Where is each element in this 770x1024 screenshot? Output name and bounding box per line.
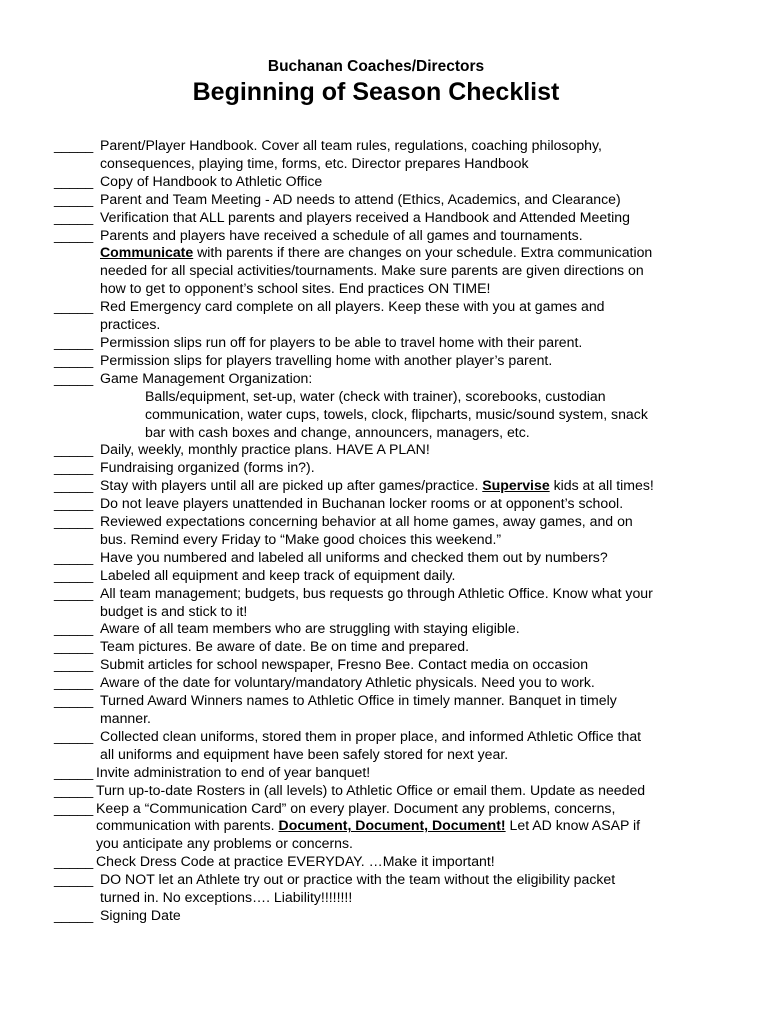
item-text: Copy of Handbook to Athletic Office — [100, 172, 323, 189]
checkbox-blank-line: _____ — [54, 459, 94, 476]
item-text-line — [100, 549, 754, 567]
item-text: Parent and Team Meeting - AD needs to attend (Ethics, Academics, and Clearance) — [100, 190, 621, 207]
item-text-line — [100, 871, 754, 889]
item-text-line — [100, 406, 754, 424]
emphasis-text: Document, Document, Document! — [278, 817, 506, 834]
item-text-line — [100, 244, 754, 262]
item-text-line — [100, 603, 754, 621]
item-text-line — [96, 764, 754, 782]
item-text: bus. Remind every Friday to “Make good choices this weekend.” — [100, 530, 502, 547]
checkbox-blank-line: _____ — [54, 351, 94, 368]
checklist-item — [54, 477, 754, 495]
item-text-line — [100, 889, 754, 907]
checkbox-blank-line: _____ — [54, 298, 94, 315]
item-text: bar with cash boxes and change, announcers, managers, etc. — [145, 423, 530, 440]
item-text-line — [100, 477, 754, 495]
item-text-line — [100, 155, 754, 173]
checklist-item — [54, 620, 754, 638]
item-text: Turn up-to-date Rosters in (all levels) to Athletic Office or email them. Update as needed — [96, 781, 646, 798]
item-text-line — [100, 441, 754, 459]
checkbox-blank-line: _____ — [54, 656, 94, 673]
checklist-item — [54, 692, 754, 728]
item-text-line — [100, 513, 754, 531]
item-text-line — [100, 459, 754, 477]
item-text: Submit articles for school newspaper, Fresno Bee. Contact media on occasion — [100, 656, 589, 673]
item-text: Keep a “Communication Card” on every player. Document any problems, concerns, — [96, 799, 616, 816]
checkbox-blank-line: _____ — [54, 692, 94, 709]
checklist-item — [54, 638, 754, 656]
checklist-item — [54, 227, 754, 299]
item-text-line — [100, 370, 754, 388]
item-text-line — [100, 656, 754, 674]
item-text-line — [96, 800, 754, 818]
checklist-item — [54, 871, 754, 907]
item-text: Red Emergency card complete on all players. Keep these with you at games and — [100, 298, 605, 315]
item-text: Parent/Player Handbook. Cover all team rules, regulations, coaching philosophy, — [100, 137, 602, 153]
item-text-line — [96, 817, 754, 835]
checklist-item — [54, 209, 754, 227]
item-text: Permission slips for players travelling home with another player’s parent. — [100, 351, 553, 368]
item-text-line — [100, 352, 754, 370]
item-text: Reviewed expectations concerning behavior at all home games, away games, and on — [100, 513, 633, 530]
item-text: communication, water cups, towels, clock, flipcharts, music/sound system, snack — [145, 405, 648, 422]
checklist-item — [54, 585, 754, 621]
checklist-item — [54, 513, 754, 549]
checklist-item — [54, 137, 754, 173]
checklist-item — [54, 370, 754, 442]
checkbox-blank-line: _____ — [54, 853, 94, 870]
item-text-line — [100, 495, 754, 513]
checkbox-blank-line: _____ — [54, 566, 94, 583]
checklist-items — [54, 137, 754, 925]
checklist-item — [54, 782, 754, 800]
item-text-line — [100, 746, 754, 764]
item-text-line — [100, 137, 754, 155]
item-text-line — [100, 388, 754, 406]
checkbox-blank-line: _____ — [54, 441, 94, 458]
checklist-item — [54, 441, 754, 459]
item-text: Aware of the date for voluntary/mandatory Athletic physicals. Need you to work. — [100, 674, 595, 691]
item-text: consequences, playing time, forms, etc. Director prepares Handbook — [100, 154, 529, 171]
checkbox-blank-line: _____ — [54, 620, 94, 637]
item-text: Fundraising organized (forms in?). — [100, 459, 315, 476]
emphasis-text: Supervise — [482, 477, 550, 494]
checklist-item — [54, 298, 754, 334]
checklist-item — [54, 907, 754, 925]
item-text: with parents if there are changes on your schedule. Extra communication — [193, 244, 653, 261]
item-text-line — [100, 638, 754, 656]
item-text: Balls/equipment, set-up, water (check with trainer), scorebooks, custodian — [145, 387, 606, 404]
checkbox-blank-line: _____ — [54, 495, 94, 512]
checkbox-blank-line: _____ — [54, 638, 94, 655]
item-text: budget is and stick to it! — [100, 602, 248, 619]
item-text: Verification that ALL parents and players received a Handbook and Attended Meeting — [100, 208, 630, 225]
checklist-item — [54, 728, 754, 764]
item-text: communication with parents. — [96, 817, 279, 834]
item-text: you anticipate any problems or concerns. — [96, 835, 353, 852]
checklist-item — [54, 352, 754, 370]
checkbox-blank-line: _____ — [54, 548, 94, 565]
checkbox-blank-line: _____ — [54, 208, 94, 225]
item-text: Turned Award Winners names to Athletic Office in timely manner. Banquet in timely — [100, 692, 617, 709]
item-text: Collected clean uniforms, stored them in proper place, and informed Athletic Office that — [100, 727, 642, 744]
item-text: Permission slips run off for players to be able to travel home with their parent. — [100, 333, 583, 350]
item-text: Aware of all team members who are struggling with staying eligible. — [100, 620, 520, 637]
item-text: Invite administration to end of year banquet! — [96, 763, 371, 780]
checkbox-blank-line: _____ — [54, 477, 94, 494]
item-text: needed for all special activities/tournaments. Make sure parents are given directions on — [100, 262, 644, 279]
checkbox-blank-line: _____ — [54, 369, 94, 386]
item-text: Game Management Organization: — [100, 369, 313, 386]
item-text: manner. — [100, 710, 151, 726]
item-text-line — [100, 674, 754, 692]
item-text: All team management; budgets, bus requests go through Athletic Office. Know what your — [100, 584, 653, 601]
checkbox-blank-line: _____ — [54, 190, 94, 207]
checklist-item — [54, 567, 754, 585]
item-text: how to get to opponent’s school sites. End practices ON TIME! — [100, 280, 491, 297]
item-text: Labeled all equipment and keep track of equipment daily. — [100, 566, 456, 583]
item-text-line — [100, 173, 754, 191]
checklist-item — [54, 656, 754, 674]
checkbox-blank-line: _____ — [54, 727, 94, 744]
item-text: Have you numbered and labeled all uniforms and checked them out by numbers? — [100, 548, 608, 565]
item-text-line — [100, 585, 754, 603]
item-text: turned in. No exceptions…. Liability!!!!!!!! — [100, 889, 353, 906]
item-text-line — [100, 567, 754, 585]
item-text-line — [96, 782, 754, 800]
checklist-item — [54, 173, 754, 191]
item-text: Parents and players have received a schedule of all games and tournaments. — [100, 226, 583, 243]
item-text-line — [100, 191, 754, 209]
checkbox-blank-line: _____ — [54, 584, 94, 601]
item-text: Check Dress Code at practice EVERYDAY. …Make it important! — [96, 853, 495, 870]
item-text-line — [100, 227, 754, 245]
checkbox-blank-line: _____ — [54, 781, 94, 798]
item-text-line — [100, 298, 754, 316]
checklist-item — [54, 800, 754, 854]
item-text-line — [100, 316, 754, 334]
checkbox-blank-line: _____ — [54, 137, 94, 153]
item-text: Stay with players until all are picked up after games/practice. — [100, 477, 483, 494]
item-text-line — [100, 531, 754, 549]
item-text: Do not leave players unattended in Buchanan locker rooms or at opponent’s school. — [100, 495, 624, 512]
item-text: DO NOT let an Athlete try out or practice with the team without the eligibility packet — [100, 871, 616, 888]
checkbox-blank-line: _____ — [54, 172, 94, 189]
checkbox-blank-line: _____ — [54, 226, 94, 243]
checkbox-blank-line: _____ — [54, 763, 94, 780]
checklist-item — [54, 549, 754, 567]
item-text: all uniforms and equipment have been safely stored for next year. — [100, 745, 509, 762]
checkbox-blank-line: _____ — [54, 513, 94, 530]
item-text: kids at all times! — [549, 477, 654, 494]
emphasis-text: Communicate — [100, 244, 194, 261]
item-text: practices. — [100, 316, 161, 333]
item-text-line — [96, 835, 754, 853]
item-text-line — [100, 710, 754, 728]
document-subtitle: Buchanan Coaches/Directors — [267, 58, 485, 75]
checklist-item — [54, 459, 754, 477]
item-text: Let AD know ASAP if — [505, 817, 641, 834]
item-text-line — [100, 334, 754, 352]
checklist-item — [54, 334, 754, 352]
checkbox-blank-line: _____ — [54, 333, 94, 350]
checkbox-blank-line: _____ — [54, 871, 94, 888]
document-title: Beginning of Season Checklist — [192, 78, 560, 106]
checkbox-blank-line: _____ — [54, 799, 94, 816]
checklist-item — [54, 764, 754, 782]
item-text-line — [100, 424, 754, 442]
item-text-line — [100, 728, 754, 746]
item-text-line — [100, 209, 754, 227]
checklist-item — [54, 495, 754, 513]
item-text: Daily, weekly, monthly practice plans. HAVE A PLAN! — [100, 441, 430, 458]
item-text-line — [100, 692, 754, 710]
checklist-item — [54, 853, 754, 871]
item-text-line — [96, 853, 754, 871]
item-text-line — [100, 280, 754, 298]
checklist-item — [54, 191, 754, 209]
checkbox-blank-line: _____ — [54, 906, 94, 923]
checkbox-blank-line: _____ — [54, 674, 94, 691]
item-text-line — [100, 262, 754, 280]
checklist-item — [54, 674, 754, 692]
item-text: Signing Date — [100, 906, 181, 923]
item-text-line — [100, 907, 754, 925]
item-text-line — [100, 620, 754, 638]
item-text: Team pictures. Be aware of date. Be on time and prepared. — [100, 638, 469, 655]
